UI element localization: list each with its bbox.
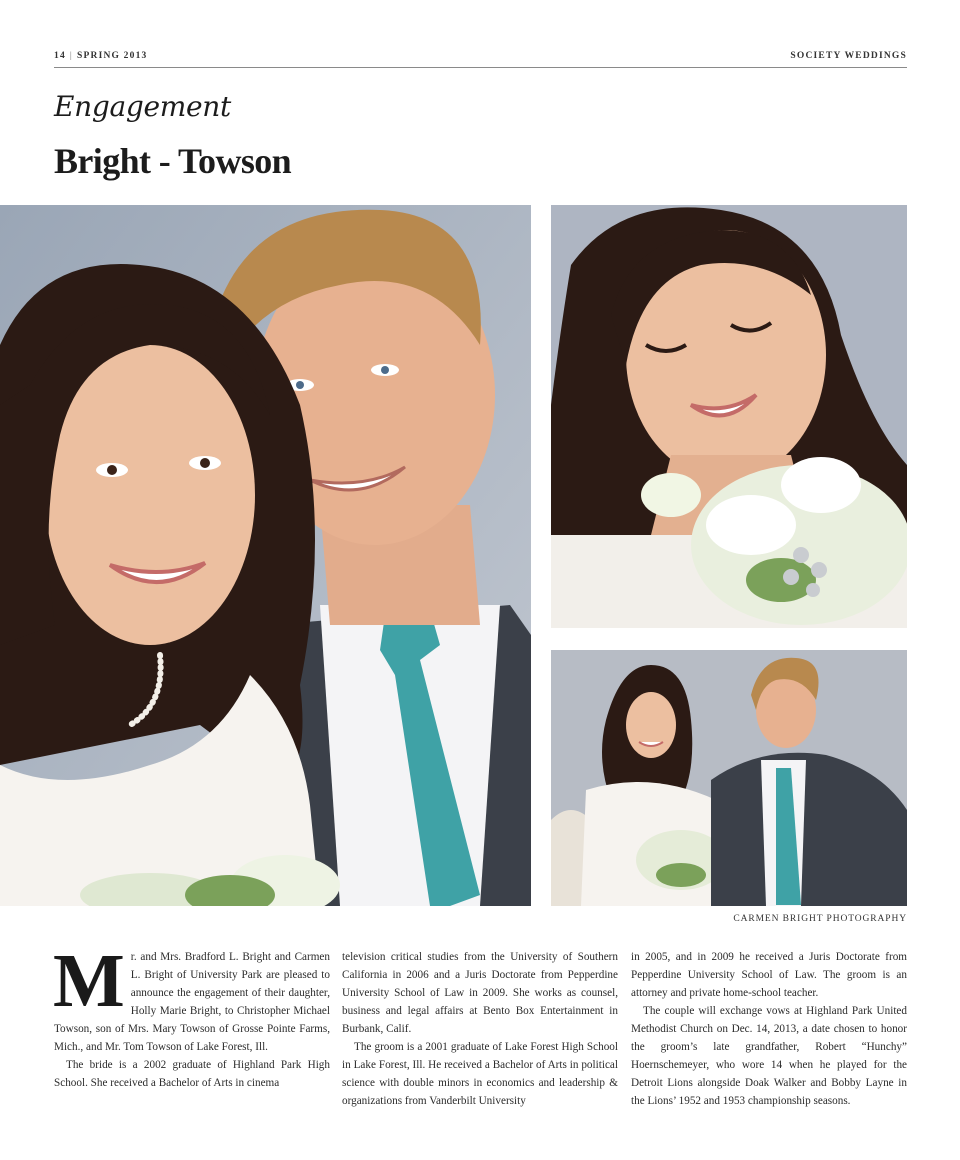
- issue-label: SPRING 2013: [77, 51, 148, 61]
- article-kicker: Engagement: [54, 90, 231, 123]
- article-headline: Bright - Towson: [54, 141, 292, 181]
- article-column-1: [53, 939, 330, 1092]
- page-folio: [54, 51, 148, 61]
- paragraph: [53, 939, 330, 1056]
- paragraph: The couple will exchange vows at Highland Park United Methodist Church on Dec. 14, 2013, a date chosen to honor the groom’s late grandfather, Robert “Hunchy” Hoernschemeyer, who wore 14 when he played for the Detroit Lions alongside Doak Walker and Bobby Layne in the Lions’ 1952 and 1953 championship seasons.: [631, 1005, 907, 1107]
- paragraph-text: r. and Mrs. Bradford L. Bright and Carmen L. Bright of University Park are pleased to announce the engagement of their daughter, Holly Marie Bright, to Christopher Michael Towson, son of Mrs. Mary Towson of Grosse Pointe Farms, Mich., and Mr. Tom Towson of Lake Forest, Ill.: [54, 951, 330, 1053]
- paragraph: The groom is a 2001 graduate of Lake Forest High School in Lake Forest, Ill. He received a Bachelor of Arts in political science with double minors in economics and leadership & organizations from Vanderbilt University: [342, 1041, 618, 1107]
- photo-credit: CARMEN BRIGHT PHOTOGRAPHY: [733, 914, 907, 924]
- bride-bouquet-photo: [551, 205, 907, 628]
- page-header: [54, 50, 907, 68]
- paragraph: in 2005, and in 2009 he received a Juris Doctorate from Pepperdine University School of Law. The groom is an attorney and private home-school teacher.: [631, 951, 907, 999]
- article-column-3: [631, 948, 907, 1110]
- couple-portrait-photo: [0, 205, 531, 906]
- page-number: 14: [54, 51, 66, 61]
- paragraph: The bride is a 2002 graduate of Highland Park High School. She received a Bachelor of Arts in cinema: [54, 1059, 330, 1089]
- couple-seated-photo: [551, 650, 907, 906]
- drop-cap: M: [53, 939, 125, 1023]
- article-body: [53, 939, 907, 1118]
- paragraph: television critical studies from the University of Southern California in 2006 and a Juris Doctorate from Pepperdine University School of Law in 2009. She works as counsel, business and legal affairs at Bento Box Entertainment in Burbank, Calif.: [342, 951, 618, 1035]
- section-label: SOCIETY WEDDINGS: [790, 51, 907, 61]
- folio-separator: |: [69, 51, 74, 61]
- article-column-2: [342, 948, 618, 1110]
